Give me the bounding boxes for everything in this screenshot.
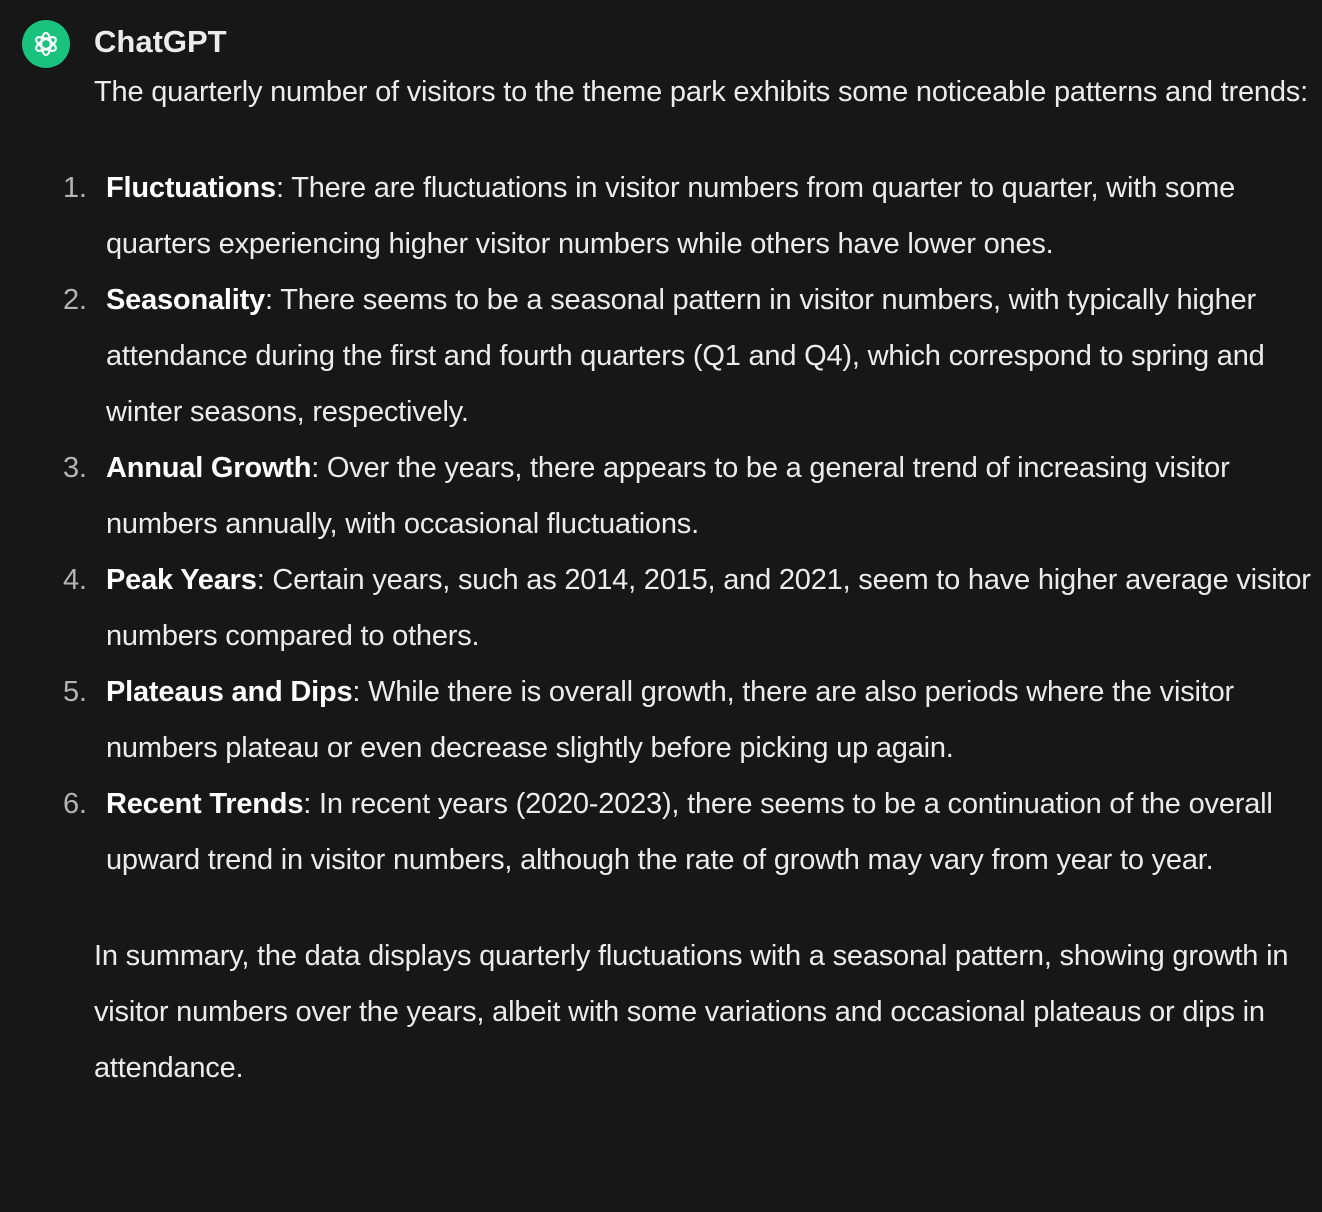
message-summary: In summary, the data displays quarterly fluctuations with a seasonal pattern, showing growth in visitor numbers over the years, albeit with some variations and occasional plateaus or dips in attendance. <box>94 940 1289 1084</box>
list-item <box>63 440 1316 552</box>
list-item <box>63 776 1316 888</box>
message-intro: The quarterly number of visitors to the theme park exhibits some noticeable patterns and trends: <box>94 76 1308 108</box>
openai-logo-icon <box>29 27 63 61</box>
list-text: : Certain years, such as 2014, 2015, and 2021, seem to have higher average visitor numbers compared to others. <box>106 564 1311 652</box>
list-term: Peak Years <box>106 564 257 596</box>
list-item <box>63 272 1316 440</box>
list-term: Plateaus and Dips <box>106 676 353 708</box>
list-text: : There are fluctuations in visitor numbers from quarter to quarter, with some quarters experiencing higher visitor numbers while others have lower ones. <box>106 172 1236 260</box>
list-text: : Over the years, there appears to be a general trend of increasing visitor numbers annually, with occasional fluctuations. <box>106 452 1230 540</box>
list-term: Recent Trends <box>106 788 304 820</box>
trend-list <box>63 160 1316 888</box>
list-item <box>63 160 1316 272</box>
list-number: 6. <box>63 788 87 820</box>
list-number: 2. <box>63 284 87 316</box>
list-item <box>63 552 1316 664</box>
list-number: 3. <box>63 452 87 484</box>
list-term: Annual Growth <box>106 452 312 484</box>
message-content <box>63 64 1316 1096</box>
message-author: ChatGPT <box>94 24 227 59</box>
list-term: Fluctuations <box>106 172 276 204</box>
list-item <box>63 664 1316 776</box>
list-text: : While there is overall growth, there are also periods where the visitor numbers plateau or even decrease slightly before picking up again. <box>106 676 1234 764</box>
list-number: 1. <box>63 172 87 204</box>
assistant-avatar <box>22 20 70 68</box>
list-number: 4. <box>63 564 87 596</box>
list-text: : There seems to be a seasonal pattern in visitor numbers, with typically higher attendance during the first and fourth quarters (Q1 and Q4), which correspond to spring and winter seasons, respectively. <box>106 284 1265 428</box>
list-text: : In recent years (2020-2023), there seems to be a continuation of the overall upward trend in visitor numbers, although the rate of growth may vary from year to year. <box>106 788 1273 876</box>
list-term: Seasonality <box>106 284 265 316</box>
list-number: 5. <box>63 676 87 708</box>
